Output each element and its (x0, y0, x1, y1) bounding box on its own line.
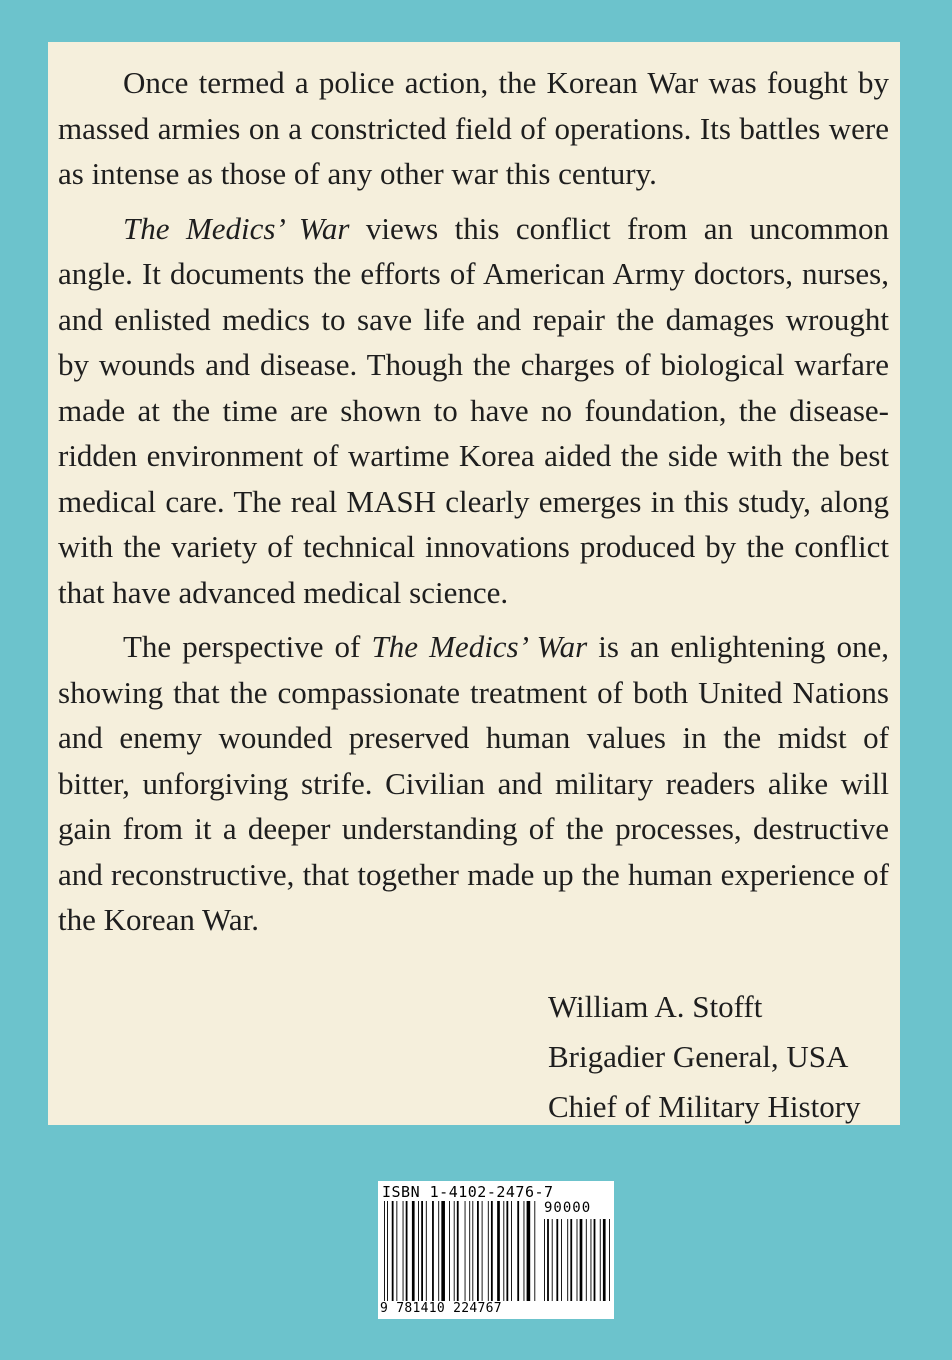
signature-block (548, 982, 861, 1132)
barcode-stripe (406, 1201, 408, 1301)
barcode-stripe (577, 1219, 578, 1301)
price-code: 90000 (544, 1200, 592, 1216)
barcode-stripe (561, 1219, 562, 1301)
barcode-stripe (477, 1201, 479, 1301)
isbn-barcode (378, 1181, 614, 1319)
barcode-stripe (469, 1201, 470, 1301)
barcode-stripe (567, 1219, 568, 1301)
barcode-stripe (547, 1219, 549, 1301)
barcode-stripe (482, 1201, 483, 1301)
signature-rank: Brigadier General, USA (548, 1039, 849, 1074)
barcode-stripe (457, 1201, 459, 1301)
blurb-paragraph-3-text: is an enlightening one, showing that the compassionate treatment of both United Nations and enemy wounded preserved human values in the midst of bitter, unforgiving strife. Civilian and military readers alike will gain from it a deeper understanding of the processes, destructive and reconstructive, that together made up the human experience of the Korean War. (58, 629, 890, 937)
blurb-paragraph-1-text: Once termed a police action, the Korean War was fought by massed armies on a constricted field of operations. Its battles were as intense as those of any other war this century. (58, 65, 889, 191)
barcode-stripe (412, 1201, 415, 1301)
barcode-stripe (603, 1219, 606, 1301)
barcode-stripe (586, 1219, 587, 1301)
barcode-stripe (556, 1219, 558, 1301)
barcode-stripe (517, 1201, 519, 1301)
barcode-stripe (472, 1201, 473, 1301)
barcode-stripe (432, 1201, 434, 1301)
barcode-stripe (527, 1201, 531, 1301)
barcode-stripe (449, 1201, 450, 1301)
barcode-stripe (497, 1201, 500, 1301)
isbn-label: ISBN 1-4102-2476-7 (382, 1183, 554, 1201)
barcode-stripe (488, 1201, 489, 1301)
barcode-stripe (511, 1201, 512, 1301)
ean-barcode-bars (384, 1201, 538, 1301)
signature-name: William A. Stofft (548, 989, 763, 1024)
barcode-stripe (609, 1219, 610, 1301)
barcode-stripe (503, 1201, 504, 1301)
barcode-stripe (594, 1219, 596, 1301)
barcode-stripe (418, 1201, 419, 1301)
barcode-stripe (426, 1201, 427, 1301)
blurb-paragraph-1 (58, 60, 889, 197)
barcode-stripe (591, 1219, 592, 1301)
blurb-paragraph-3-start: The perspective of (123, 629, 372, 664)
barcode-stripe (384, 1201, 385, 1301)
barcode-stripe (387, 1201, 388, 1301)
barcode-stripe (403, 1201, 404, 1301)
barcode-stripe (454, 1201, 455, 1301)
barcode-stripe (600, 1219, 601, 1301)
ean-digits: 9 781410 224767 (380, 1301, 502, 1316)
barcode-stripe (441, 1201, 445, 1301)
signature-position: Chief of Military History (548, 1089, 861, 1124)
book-title-italic: The Medics’ War (123, 210, 350, 246)
barcode-stripe (465, 1201, 466, 1301)
blurb-paragraph-3 (58, 624, 889, 943)
barcode-stripe (544, 1219, 545, 1301)
barcode-stripe (491, 1201, 493, 1301)
barcode-stripe (438, 1201, 439, 1301)
barcode-stripe (534, 1201, 535, 1301)
barcode-stripe (421, 1201, 423, 1301)
barcode-stripe (580, 1219, 583, 1301)
barcode-stripe (524, 1201, 525, 1301)
blurb-paragraph-2-text: views this conflict from an uncommon angle. It documents the efforts of American Army doctors, nurses, and enlisted medics to save life and repair the damages wrought by wounds and disease. Though the charges of biological warfare made at the time are shown to have no foundation, the disease-ridden environment of wartime Korea aided the side with the best medical care. The real MASH clearly emerges in this study, along with the variety of technical innovations produced by the conflict that have advanced medical science. (58, 210, 889, 610)
barcode-stripe (396, 1201, 397, 1301)
barcode-stripe (392, 1201, 394, 1301)
barcode-stripe (570, 1219, 572, 1301)
addon-barcode-bars (544, 1219, 610, 1301)
blurb-paragraph-2 (58, 206, 889, 616)
book-title-italic: The Medics’ War (371, 629, 588, 664)
barcode-stripe (552, 1219, 553, 1301)
barcode-stripe (506, 1201, 508, 1301)
blurb-panel (48, 42, 900, 1125)
